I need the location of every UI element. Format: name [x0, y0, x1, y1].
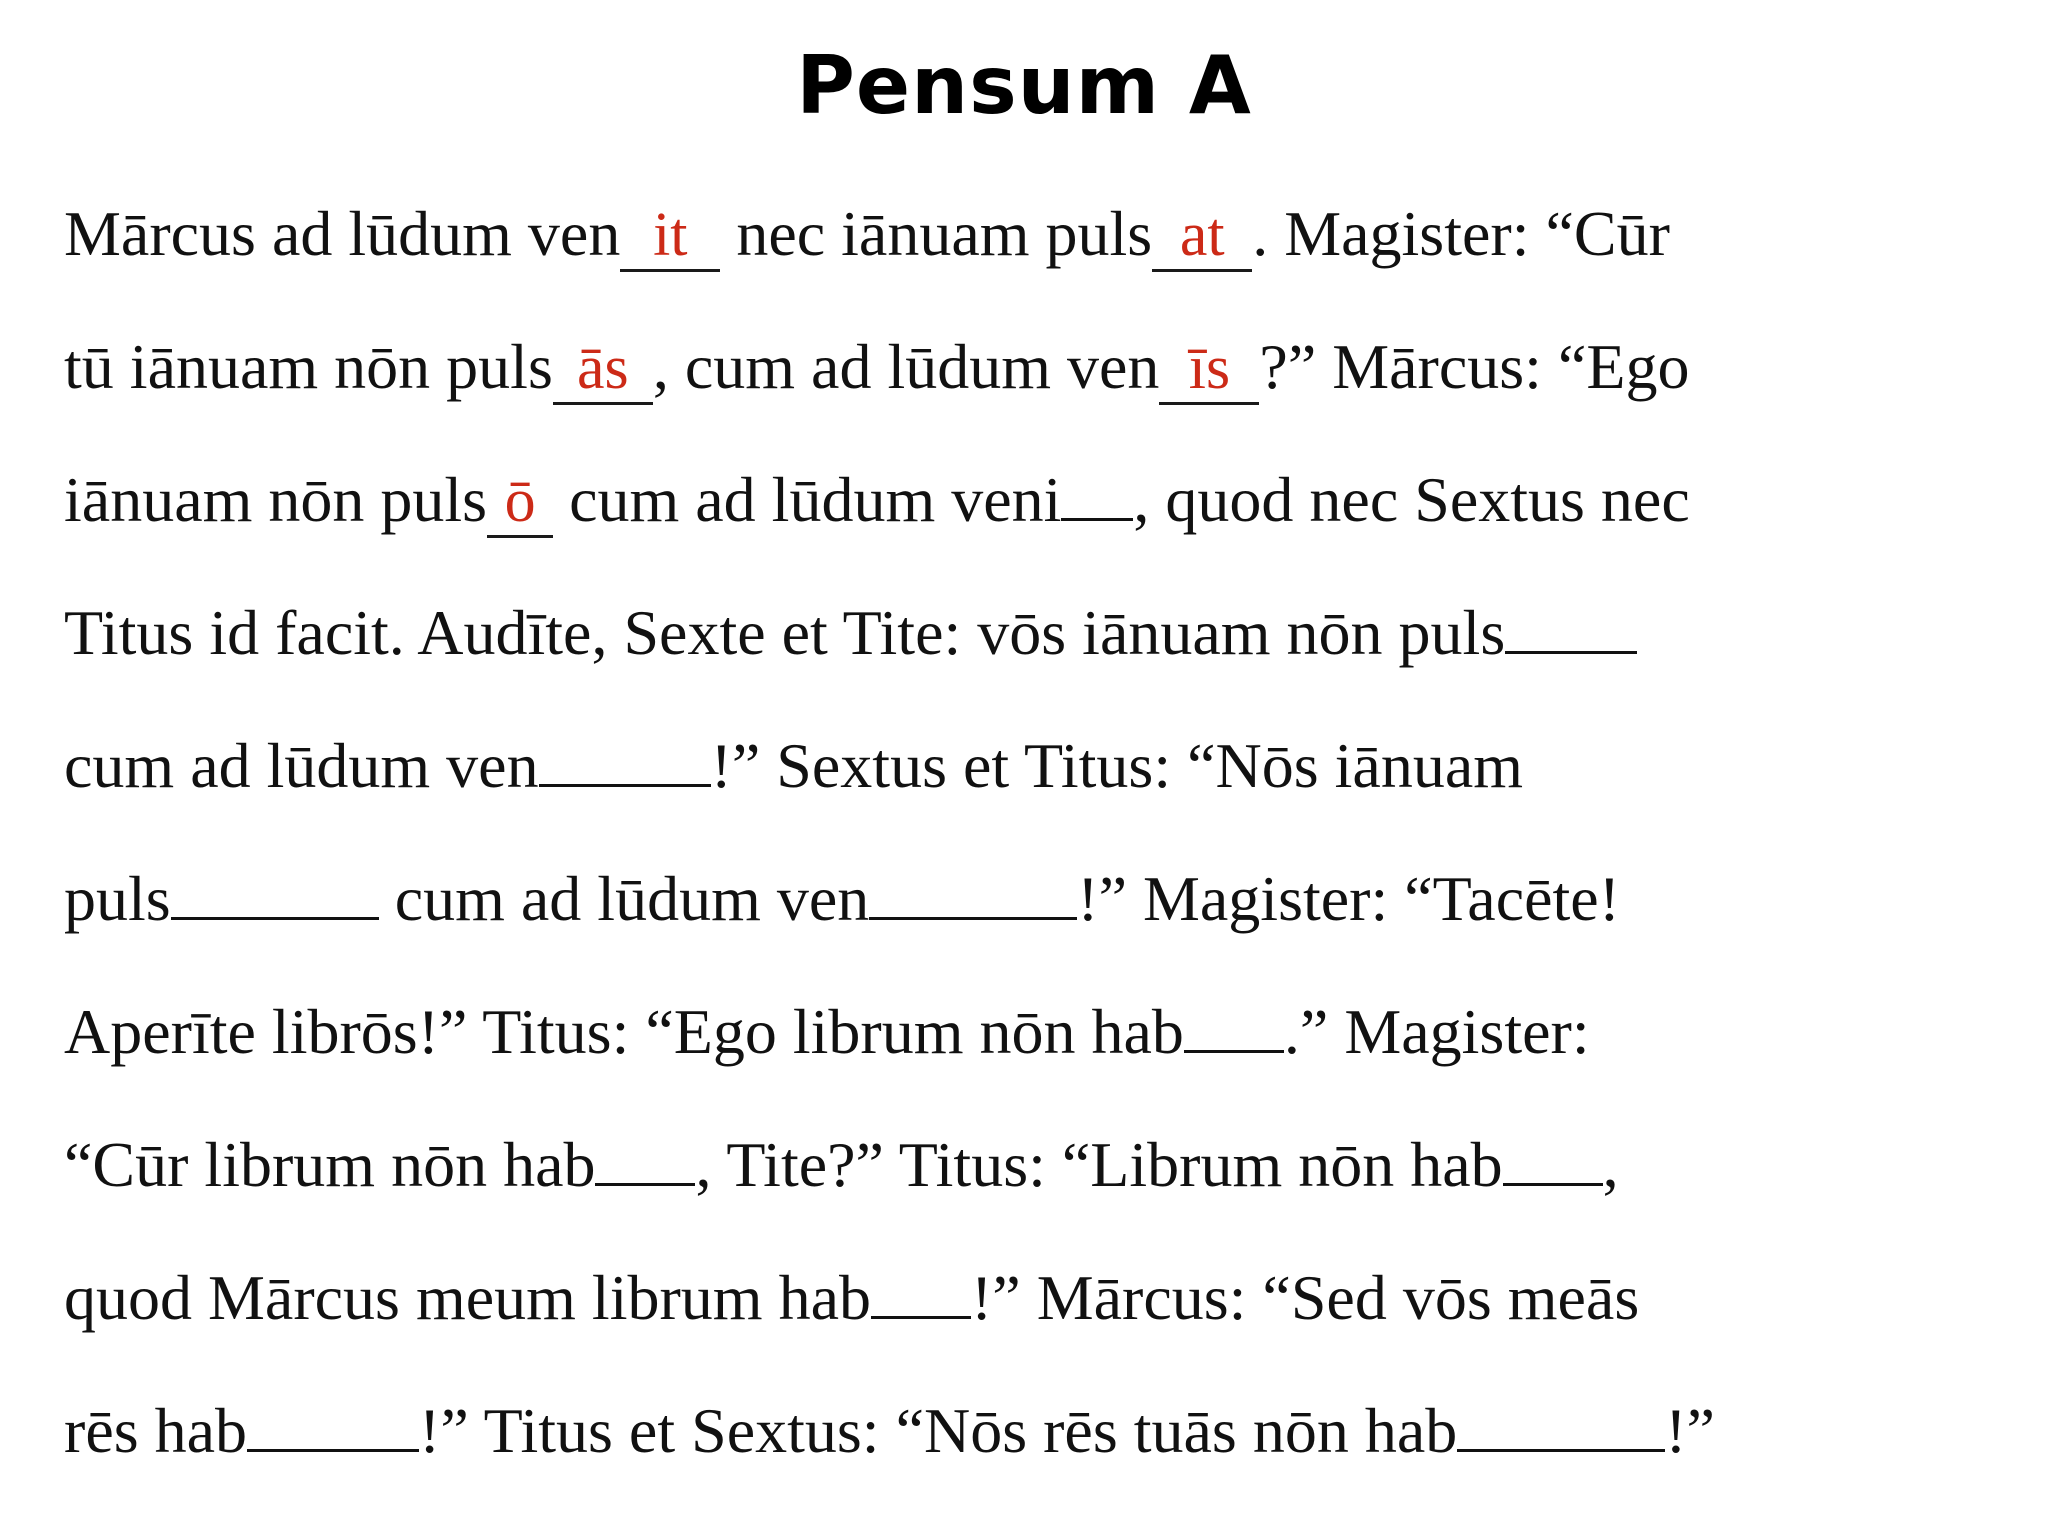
passage-text: , Tite?” Titus: “Librum nōn hab	[695, 1129, 1503, 1200]
page-title: Pensum A	[796, 39, 1252, 132]
passage-line	[64, 317, 2004, 450]
empty-blank[interactable]	[1505, 587, 1637, 654]
passage-text: tū iānuam nōn puls	[64, 331, 553, 402]
empty-blank[interactable]	[871, 1252, 971, 1319]
passage-line	[64, 583, 2004, 716]
passage-line	[64, 1115, 2004, 1248]
empty-blank[interactable]	[869, 853, 1077, 920]
empty-blank[interactable]	[595, 1119, 695, 1186]
passage-text: iānuam nōn puls	[64, 464, 488, 535]
filled-blank[interactable]: ās	[553, 338, 653, 405]
passage-text: cum ad lūdum ven	[64, 730, 539, 801]
passage-text: Titus id facit. Audīte, Sexte et Tite: vōs iānuam nōn puls	[64, 597, 1506, 668]
passage-text: puls	[64, 863, 171, 934]
passage-text: Aperīte librōs!” Titus: “Ego librum nōn hab	[64, 996, 1184, 1067]
passage-text: !” Sextus et Titus: “Nōs iānuam	[710, 730, 1523, 801]
passage-text: cum ad lūdum veni	[553, 464, 1062, 535]
empty-blank[interactable]	[247, 1385, 419, 1452]
empty-blank[interactable]	[1503, 1119, 1603, 1186]
passage-text: .” Magister:	[1283, 996, 1590, 1067]
passage-line	[64, 1381, 2004, 1514]
empty-blank[interactable]	[539, 720, 711, 787]
passage-text: Mārcus ad lūdum ven	[64, 198, 621, 269]
passage-text: !” Magister: “Tacēte!	[1077, 863, 1620, 934]
empty-blank[interactable]	[1457, 1385, 1665, 1452]
filled-blank[interactable]: ō	[487, 471, 553, 538]
passage-text: . Magister: “Cūr	[1252, 198, 1670, 269]
passage-text: !” Titus et Sextus: “Nōs rēs tuās nōn hab	[419, 1395, 1458, 1466]
passage-text: !”	[1665, 1395, 1715, 1466]
passage-text: quod Mārcus meum librum hab	[64, 1262, 871, 1333]
passage-text: cum ad lūdum ven	[378, 863, 870, 934]
empty-blank[interactable]	[1061, 454, 1133, 521]
passage-text: , cum ad lūdum ven	[652, 331, 1160, 402]
passage-text: , quod nec Sextus nec	[1133, 464, 1690, 535]
exercise-passage	[64, 184, 2004, 1514]
filled-blank[interactable]: īs	[1159, 338, 1259, 405]
passage-line	[64, 716, 2004, 849]
passage-text: ,	[1602, 1129, 1619, 1200]
passage-line	[64, 982, 2004, 1115]
passage-text: rēs hab	[64, 1395, 248, 1466]
empty-blank[interactable]	[171, 853, 379, 920]
passage-line	[64, 849, 2004, 982]
passage-text: “Cūr librum nōn hab	[64, 1129, 596, 1200]
passage-line	[64, 1248, 2004, 1381]
passage-line	[64, 184, 2004, 317]
passage-text: nec iānuam puls	[720, 198, 1153, 269]
passage-line	[64, 450, 2004, 583]
passage-text: !” Mārcus: “Sed vōs meās	[970, 1262, 1640, 1333]
filled-blank[interactable]: at	[1152, 205, 1252, 272]
passage-text: ?” Mārcus: “Ego	[1259, 331, 1690, 402]
empty-blank[interactable]	[1184, 986, 1284, 1053]
filled-blank[interactable]: it	[620, 205, 720, 272]
